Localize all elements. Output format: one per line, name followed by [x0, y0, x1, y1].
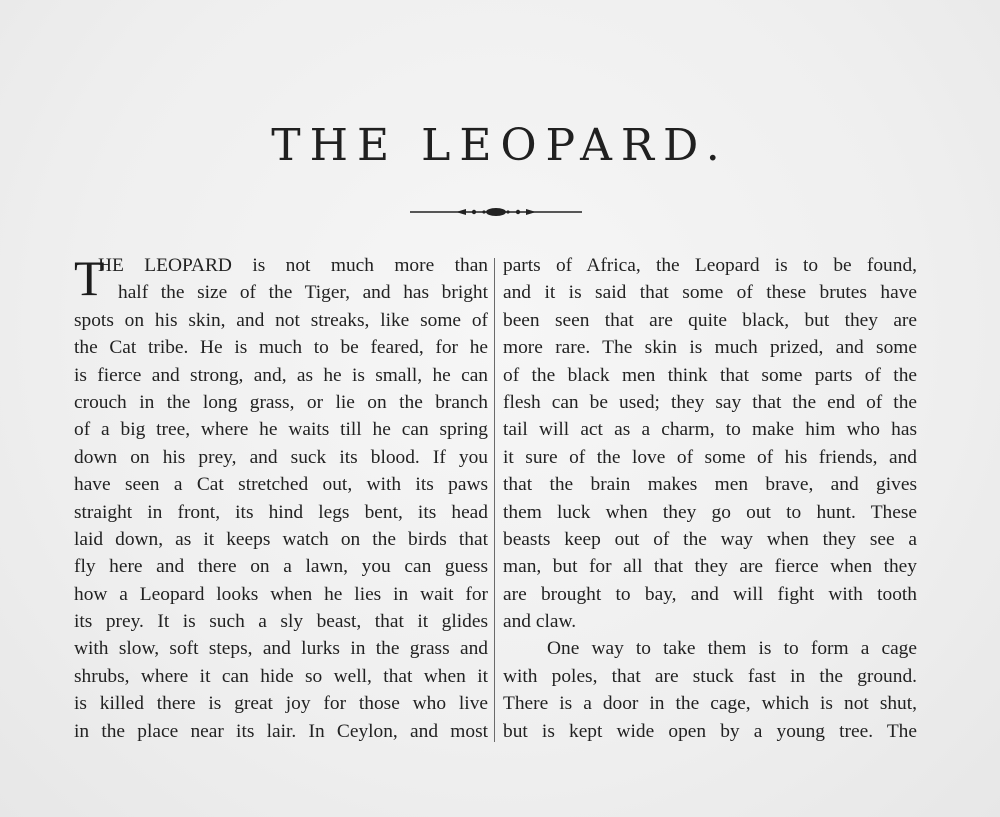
text-line: how a Leopard looks when he lies in wait for [74, 583, 488, 605]
text-line: that the brain makes men brave, and gives [503, 474, 917, 496]
text-line: of the black men think that some parts of the [503, 364, 917, 386]
text-line: There is a door in the cage, which is not shut, [503, 693, 917, 715]
text-line: its prey. It is such a sly beast, that it glides [74, 611, 488, 633]
text-line: spots on his skin, and not streaks, like some of [74, 309, 488, 331]
text-line: man, but for all that they are fierce when they [503, 556, 917, 578]
text-line: down on his prey, and suck its blood. If you [74, 446, 488, 468]
text-line: flesh can be used; they say that the end of the [503, 391, 917, 413]
text-line: of a big tree, where he waits till he can spring [74, 419, 488, 441]
text-line: them luck when they go out to hunt. These [503, 501, 917, 523]
page-title: THE LEOPARD. [271, 120, 729, 171]
text-line: parts of Africa, the Leopard is to be found, [503, 255, 917, 276]
text-line: but is kept wide open by a young tree. The [503, 720, 917, 742]
text-line: tail will act as a charm, to make him who has [503, 419, 917, 441]
left-column [74, 252, 488, 745]
text-line: straight in front, its hind legs bent, its head [74, 501, 488, 523]
text-line: is killed there is great joy for those who live [74, 693, 488, 715]
right-column [503, 252, 917, 745]
text-line: in the place near its lair. In Ceylon, and most [74, 720, 488, 742]
text-line: are brought to bay, and will fight with tooth [503, 583, 917, 605]
text-line: HE LEOPARD is not much more than [98, 255, 488, 276]
ornament-divider-icon [410, 204, 582, 220]
text-line: been seen that are quite black, but they are [503, 309, 917, 331]
text-line: One way to take them is to form a cage [547, 638, 917, 660]
drop-cap: T [74, 250, 105, 306]
text-line: half the size of the Tiger, and has bright [118, 282, 488, 304]
text-line: laid down, as it keeps watch on the birds that [74, 528, 488, 550]
text-line: and claw. [503, 611, 577, 633]
text-line: the Cat tribe. He is much to be feared, for he [74, 337, 488, 359]
text-line: is fierce and strong, and, as he is small, he can [74, 364, 488, 386]
text-line: crouch in the long grass, or lie on the branch [74, 391, 488, 413]
text-line: have seen a Cat stretched out, with its paws [74, 474, 488, 496]
text-line: with slow, soft steps, and lurks in the grass and [74, 638, 488, 660]
column-divider [494, 258, 495, 742]
text-line: with poles, that are stuck fast in the ground. [503, 665, 917, 687]
text-line: more rare. The skin is much prized, and some [503, 337, 917, 359]
text-line: it sure of the love of some of his friends, and [503, 446, 917, 468]
text-line: and it is said that some of these brutes have [503, 282, 917, 304]
text-line: fly here and there on a lawn, you can guess [74, 556, 488, 578]
text-line: beasts keep out of the way when they see a [503, 528, 917, 550]
text-line: shrubs, where it can hide so well, that when it [74, 665, 488, 687]
opening-paragraph [74, 252, 488, 307]
